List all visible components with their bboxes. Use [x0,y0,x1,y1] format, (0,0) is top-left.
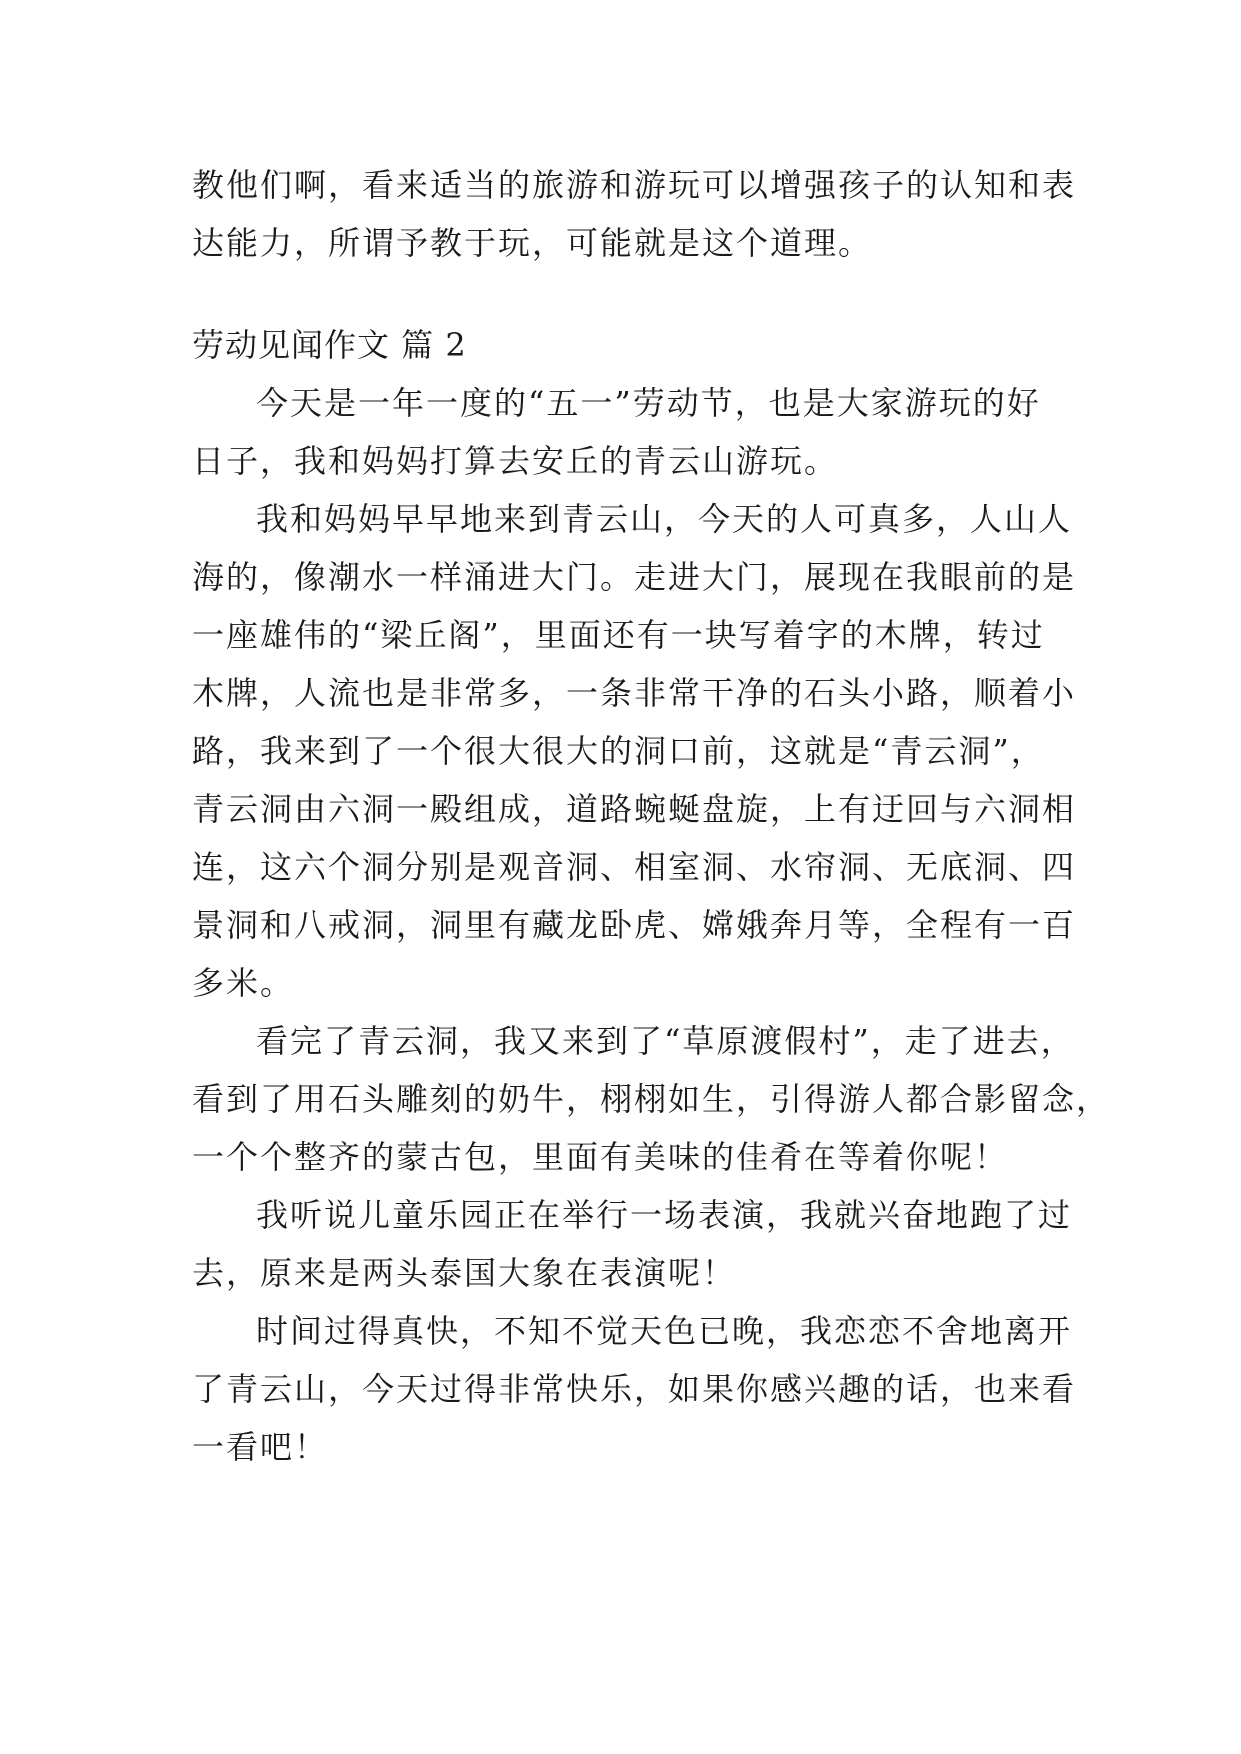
text-line: 教他们啊，看来适当的旅游和游玩可以增强孩子的认知和表 [192,166,1077,204]
text-line: 达能力，所谓予教于玩，可能就是这个道理。 [192,224,873,262]
text-line: 景洞和八戒洞，洞里有藏龙卧虎、嫦娥奔月等，全程有一百 [192,906,1077,944]
text-line: 去，原来是两头泰国大象在表演呢！ [192,1254,737,1292]
document-body [192,156,1111,1476]
text-line: 今天是一年一度的“五一”劳动节，也是大家游玩的好 [256,384,1041,422]
text-line: 一座雄伟的“梁丘阁”，里面还有一块写着字的木牌，转过 [192,616,1045,654]
paragraph-1 [192,374,1052,490]
text-line: 路，我来到了一个很大很大的洞口前，这就是“青云洞”， [192,732,1045,770]
text-line: 了青云山，今天过得非常快乐，如果你感兴趣的话，也来看 [192,1370,1077,1408]
section-title: 劳动见闻作文 篇 2 [192,326,467,364]
text-line: 青云洞由六洞一殿组成，道路蜿蜒盘旋，上有迂回与六洞相 [192,790,1077,828]
text-line: 日子，我和妈妈打算去安丘的青云山游玩。 [192,442,839,480]
paragraph-3 [192,1012,1111,1186]
text-line: 多米。 [192,964,295,1002]
paragraph-2 [192,490,1077,1012]
text-line: 我听说儿童乐园正在举行一场表演，我就兴奋地跑了过 [256,1196,1073,1234]
paragraph-4 [192,1186,1073,1302]
text-line: 一个个整齐的蒙古包，里面有美味的佳肴在等着你呢！ [192,1138,1009,1176]
text-line: 时间过得真快，不知不觉天色已晚，我恋恋不舍地离开 [256,1312,1073,1350]
text-line: 海的，像潮水一样涌进大门。走进大门，展现在我眼前的是 [192,558,1077,596]
text-line: 我和妈妈早早地来到青云山，今天的人可真多，人山人 [256,500,1073,538]
text-line: 看完了青云洞，我又来到了“草原渡假村”，走了进去， [256,1022,1075,1060]
text-line: 看到了用石头雕刻的奶牛，栩栩如生，引得游人都合影留念， [192,1080,1111,1118]
text-line: 一看吧！ [192,1428,329,1466]
text-line: 连，这六个洞分别是观音洞、相室洞、水帘洞、无底洞、四 [192,848,1077,886]
text-line: 木牌，人流也是非常多，一条非常干净的石头小路，顺着小 [192,674,1077,712]
intro-text [192,156,1077,272]
paragraph-5 [192,1302,1077,1476]
